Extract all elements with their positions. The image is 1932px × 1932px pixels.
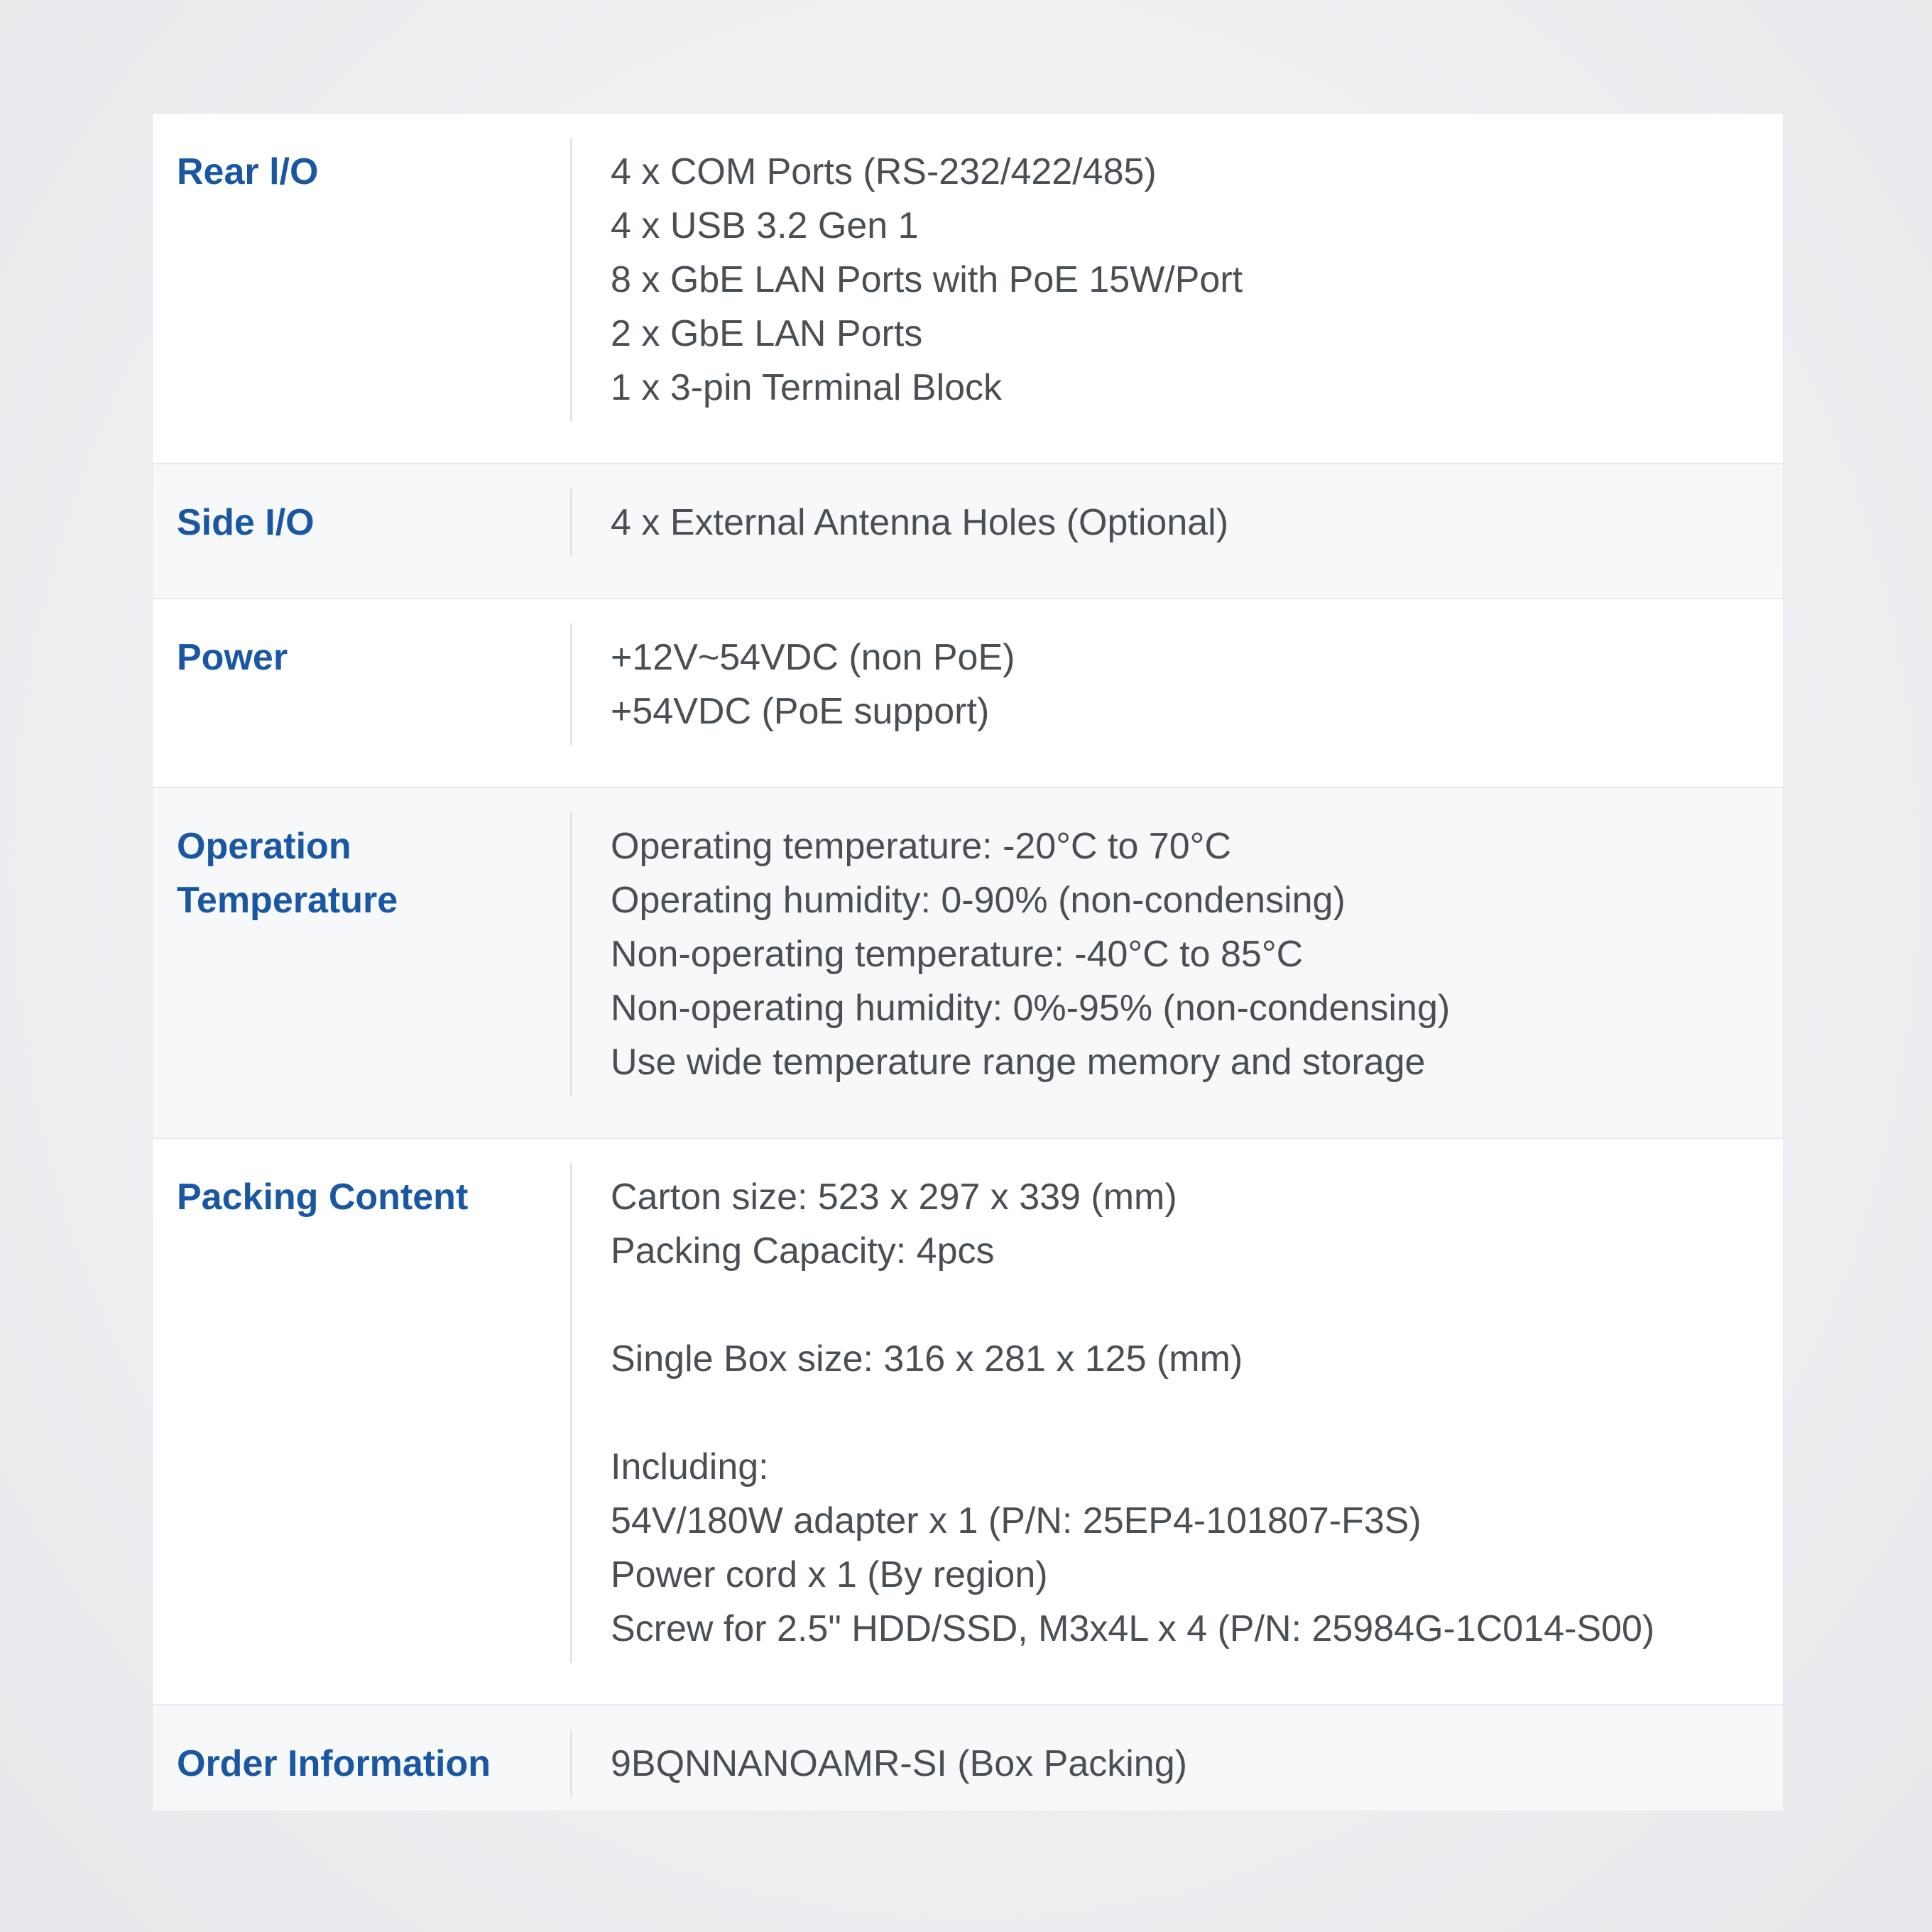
spec-label: Operation Temperature <box>177 826 398 921</box>
spec-value-line: +12V~54VDC (non PoE) <box>611 637 1015 678</box>
spec-label: Order Information <box>177 1743 491 1784</box>
spec-value-line: Carton size: 523 x 297 x 339 (mm) <box>611 1177 1177 1218</box>
spec-value-line <box>611 1386 1783 1440</box>
spec-value-line: 1 x 3-pin Terminal Block <box>611 367 1003 408</box>
spec-row-rear-io <box>153 114 1783 464</box>
spec-value-line: Single Box size: 316 x 281 x 125 (mm) <box>611 1338 1243 1380</box>
spec-value-line: Non-operating humidity: 0%-95% (non-condensing) <box>611 988 1451 1029</box>
spec-row-packing-content <box>153 1139 1783 1705</box>
spec-value-line: 8 x GbE LAN Ports with PoE 15W/Port <box>611 259 1243 300</box>
spec-value-line: 4 x USB 3.2 Gen 1 <box>611 205 919 246</box>
spec-row-side-io <box>153 464 1783 599</box>
spec-value-line: 9BQNNANOAMR-SI (Box Packing) <box>611 1743 1187 1784</box>
spec-value <box>570 489 1783 557</box>
spec-value-line: Operating humidity: 0-90% (non-condensing) <box>611 880 1346 921</box>
spec-value-line <box>611 1278 1783 1332</box>
spec-value-line: Power cord x 1 (By region) <box>611 1554 1048 1595</box>
spec-value <box>570 812 1783 1096</box>
spec-label: Packing Content <box>177 1177 469 1218</box>
spec-value-line: 4 x COM Ports (RS-232/422/485) <box>611 151 1157 192</box>
spec-row-operation-temperature <box>153 788 1783 1139</box>
spec-value-line: Screw for 2.5" HDD/SSD, M3x4L x 4 (P/N: 25984G-1C014-S00) <box>611 1608 1655 1649</box>
spec-value <box>570 138 1783 422</box>
spec-row-power <box>153 599 1783 788</box>
spec-value-line: 4 x External Antenna Holes (Optional) <box>611 502 1229 543</box>
spec-label: Power <box>177 637 288 678</box>
spec-label: Rear l/O <box>177 151 319 192</box>
spec-value-line: Non-operating temperature: -40°C to 85°C <box>611 934 1304 975</box>
spec-value-line: +54VDC (PoE support) <box>611 691 990 732</box>
spec-value-line: Including: <box>611 1446 769 1488</box>
spec-value <box>570 1730 1783 1798</box>
spec-value-line: 2 x GbE LAN Ports <box>611 313 923 354</box>
spec-value-line: Packing Capacity: 4pcs <box>611 1230 995 1272</box>
spec-value-line: Operating temperature: -20°C to 70°C <box>611 826 1232 867</box>
spec-value-line: 54V/180W adapter x 1 (P/N: 25EP4-101807-F3S) <box>611 1500 1421 1541</box>
spec-value-line: Use wide temperature range memory and storage <box>611 1042 1426 1083</box>
spec-value <box>570 1163 1783 1663</box>
spec-value <box>570 623 1783 746</box>
spec-table <box>153 114 1783 1811</box>
spec-row-order-information <box>153 1705 1783 1811</box>
spec-label: Side I/O <box>177 502 315 543</box>
